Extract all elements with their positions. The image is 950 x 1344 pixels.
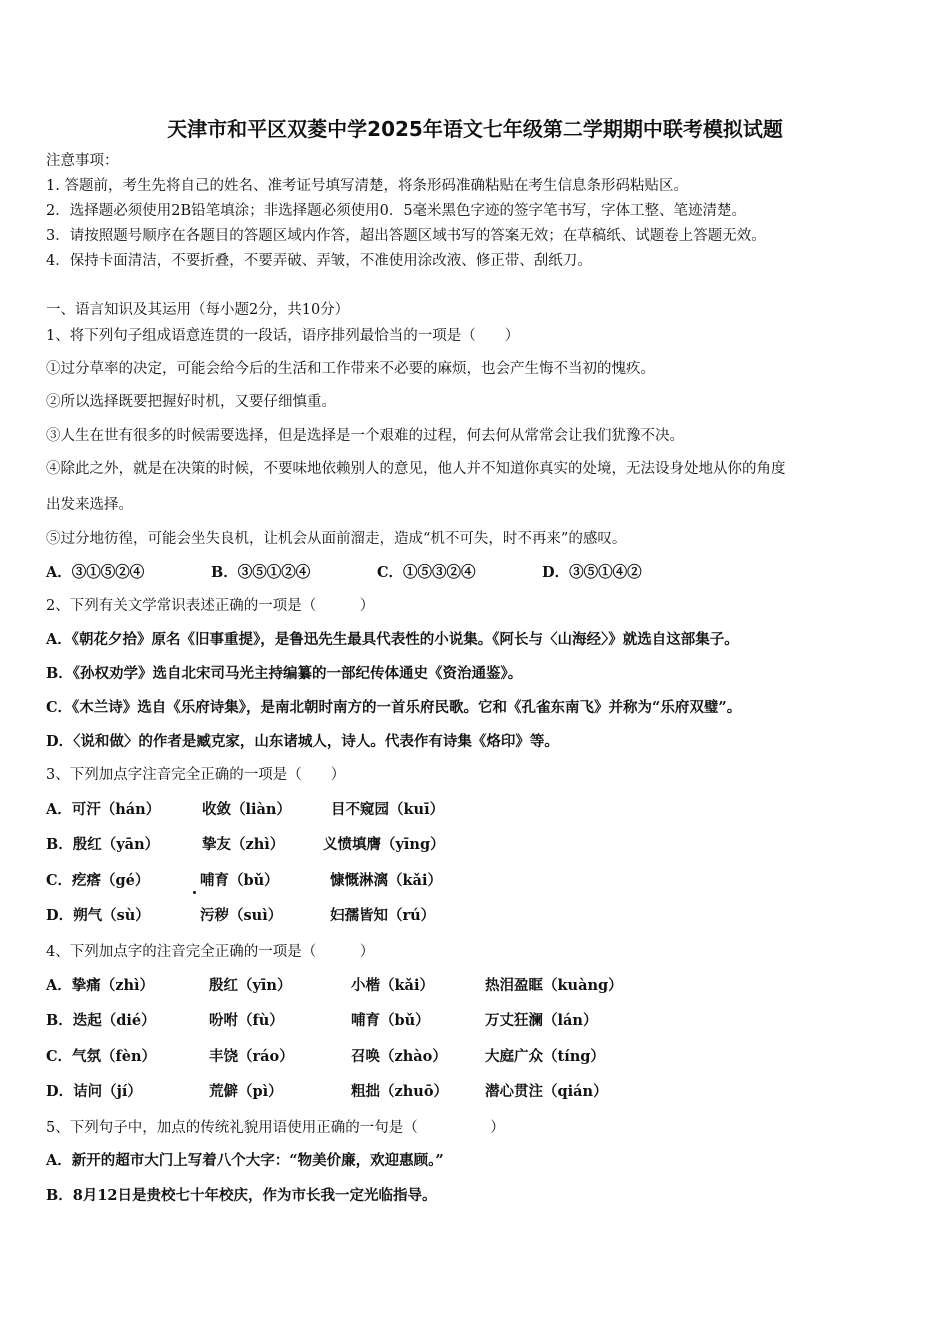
q4-cell: 吩咐（fù）	[209, 1012, 284, 1029]
question-5-stem: 5、下列句子中，加点的传统礼貌用语使用正确的一句是（ ）	[46, 1120, 505, 1136]
emphasis-dot	[193, 891, 196, 894]
q4-cell: 哺育（bǔ）	[351, 1012, 430, 1029]
notice-item: 3．请按照题号顺序在各题目的答题区域内作答，超出答题区域书写的答案无效；在草稿纸、试题卷上答题无效。	[46, 228, 766, 244]
q4-cell: 殷红（yīn）	[209, 977, 292, 994]
q1-option-a[interactable]: A．③①⑤②④	[46, 564, 145, 581]
question-4-stem: 4、下列加点字的注音完全正确的一项是（ ）	[46, 944, 375, 960]
notice-heading: 注意事项：	[46, 153, 119, 169]
q1-option-b[interactable]: B．③⑤①②④	[211, 564, 311, 581]
notice-item: 2．选择题必须使用2B铅笔填涂；非选择题必须使用0．5毫米黑色字迹的签字笔书写，字体工整、笔迹清楚。	[46, 203, 747, 219]
q4-cell: B．迭起（dié）	[46, 1012, 156, 1029]
q2-option-b[interactable]: B．《孙权劝学》选自北宋司马光主持编纂的一部纪传体通史《资治通鉴》。	[46, 665, 523, 682]
q3-cell: C．疙瘩（gé）	[46, 872, 150, 889]
q3-cell: A．可汗（hán）	[46, 801, 161, 818]
q1-sentence: ①过分草率的决定，可能会给今后的生活和工作带来不必要的麻烦，也会产生悔不当初的愧疚。	[46, 361, 655, 377]
q4-cell: A．挚痛（zhì）	[46, 977, 155, 994]
q3-cell: 目不窥园（kuī）	[331, 801, 445, 818]
question-1-stem: 1、将下列句子组成语意连贯的一段话，语序排列最恰当的一项是（ ）	[46, 328, 520, 344]
q4-cell: 热泪盈眶（kuàng）	[485, 977, 623, 994]
section-heading: 一、语言知识及其运用（每小题2分，共10分）	[46, 302, 350, 318]
q4-cell: 潜心贯注（qián）	[485, 1083, 608, 1100]
q4-cell: 粗拙（zhuō）	[351, 1083, 448, 1100]
q3-cell: 妇孺皆知（rú）	[330, 907, 436, 924]
question-3-stem: 3、下列加点字注音完全正确的一项是（ ）	[46, 767, 346, 783]
q4-cell: 万丈狂澜（lán）	[485, 1012, 598, 1029]
q1-sentence: ③人生在世有很多的时候需要选择，但是选择是一个艰难的过程，何去何从常常会让我们犹豫不决。	[46, 428, 684, 444]
q2-option-d[interactable]: D．〈说和做〉的作者是臧克家，山东诸城人，诗人。代表作有诗集《烙印》等。	[46, 733, 559, 750]
q5-option-b[interactable]: B．8月12日是贵校七十年校庆，作为市长我一定光临指导。	[46, 1187, 437, 1204]
q3-cell: 挚友（zhì）	[202, 836, 285, 853]
question-2-stem: 2、下列有关文学常识表述正确的一项是（ ）	[46, 598, 375, 614]
q3-cell: 慷慨淋漓（kǎi）	[330, 872, 442, 889]
q4-cell: C．气氛（fèn）	[46, 1048, 157, 1065]
q4-cell: 丰饶（ráo）	[209, 1048, 294, 1065]
q3-cell: 哺育（bǔ）	[200, 872, 279, 889]
q4-cell: 荒僻（pì）	[209, 1083, 283, 1100]
q2-option-a[interactable]: A．《朝花夕拾》原名《旧事重提》，是鲁迅先生最具代表性的小说集。《阿长与〈山海经〉》就选自这部集子。	[46, 631, 739, 648]
q1-option-d[interactable]: D．③⑤①④②	[542, 564, 642, 581]
q4-cell: 召唤（zhào）	[351, 1048, 447, 1065]
page-title: 天津市和平区双菱中学2025年语文七年级第二学期期中联考模拟试题	[167, 117, 783, 141]
q1-sentence: 出发来选择。	[46, 497, 133, 513]
q4-cell: 小楷（kǎi）	[351, 977, 434, 994]
q5-option-a[interactable]: A．新开的超市大门上写着八个大字：“物美价廉，欢迎惠顾。”	[46, 1152, 444, 1169]
q3-cell: 收敛（liàn）	[202, 801, 291, 818]
q3-cell: 义愤填膺（yīng）	[323, 836, 445, 853]
q2-option-c[interactable]: C．《木兰诗》选自《乐府诗集》，是南北朝时南方的一首乐府民歌。它和《孔雀东南飞》并称为“乐府双璧”。	[46, 699, 742, 716]
q4-cell: D．诘问（jí）	[46, 1083, 142, 1100]
q1-option-c[interactable]: C．①⑤③②④	[377, 564, 476, 581]
q1-sentence: ②所以选择既要把握好时机，又要仔细慎重。	[46, 394, 336, 410]
q3-cell: B．殷红（yān）	[46, 836, 160, 853]
notice-item: 1. 答题前，考生先将自己的姓名、准考证号填写清楚，将条形码准确粘贴在考生信息条形码粘贴区。	[46, 178, 688, 194]
q3-cell: D．朔气（sù）	[46, 907, 150, 924]
q1-sentence: ④除此之外，就是在决策的时候，不要味地依赖别人的意见，他人并不知道你真实的处境，无法设身处地从你的角度	[46, 461, 786, 477]
q4-cell: 大庭广众（tíng）	[485, 1048, 605, 1065]
q1-sentence: ⑤过分地彷徨，可能会坐失良机，让机会从面前溜走，造成“机不可失，时不再来”的感叹。	[46, 531, 627, 547]
notice-item: 4．保持卡面清洁，不要折叠，不要弄破、弄皱，不准使用涂改液、修正带、刮纸刀。	[46, 253, 592, 269]
q3-cell: 污秽（suì）	[200, 907, 283, 924]
